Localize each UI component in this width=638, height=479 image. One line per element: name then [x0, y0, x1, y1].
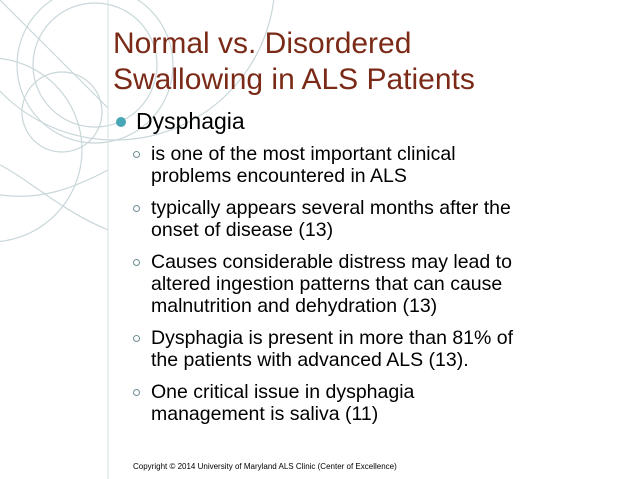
copyright-footer: Copyright © 2014 University of Maryland ALS Clinic (Center of Excellence)	[133, 462, 397, 471]
sub-bullet-line: typically appears several months after the	[151, 197, 511, 219]
sub-bullet-item	[133, 327, 623, 371]
sub-bullet-line: altered ingestion patterns that can cause	[151, 273, 503, 295]
sub-bullet-item	[133, 381, 623, 425]
hollow-circle-bullet-icon	[133, 151, 140, 158]
sub-bullet-list	[133, 143, 623, 435]
main-bullet-item	[116, 108, 245, 135]
hollow-circle-bullet-icon	[133, 335, 140, 342]
sub-bullet-item	[133, 143, 623, 187]
hollow-circle-bullet-icon	[133, 205, 140, 212]
sub-bullet-item	[133, 251, 623, 317]
sub-bullet-line: management is saliva (11)	[151, 403, 379, 425]
title-line: Normal vs. Disordered	[113, 27, 412, 60]
title-line: Swallowing in ALS Patients	[113, 63, 475, 96]
sub-bullet-line: is one of the most important clinical	[151, 143, 456, 165]
sub-bullet-line: Dysphagia is present in more than 81% of	[151, 327, 514, 349]
main-bullet-text: Dysphagia	[136, 108, 245, 134]
filled-circle-bullet-icon	[116, 117, 126, 127]
sub-bullet-line: Causes considerable distress may lead to	[151, 251, 512, 273]
sub-bullet-line: onset of disease (13)	[151, 219, 334, 241]
sub-bullet-line: malnutrition and dehydration (13)	[151, 295, 438, 317]
sub-bullet-item	[133, 197, 623, 241]
sub-bullet-line: the patients with advanced ALS (13).	[151, 349, 469, 371]
hollow-circle-bullet-icon	[133, 259, 140, 266]
sub-bullet-line: problems encountered in ALS	[151, 165, 407, 187]
hollow-circle-bullet-icon	[133, 389, 140, 396]
slide-title	[113, 26, 623, 98]
sub-bullet-line: One critical issue in dysphagia	[151, 381, 415, 403]
